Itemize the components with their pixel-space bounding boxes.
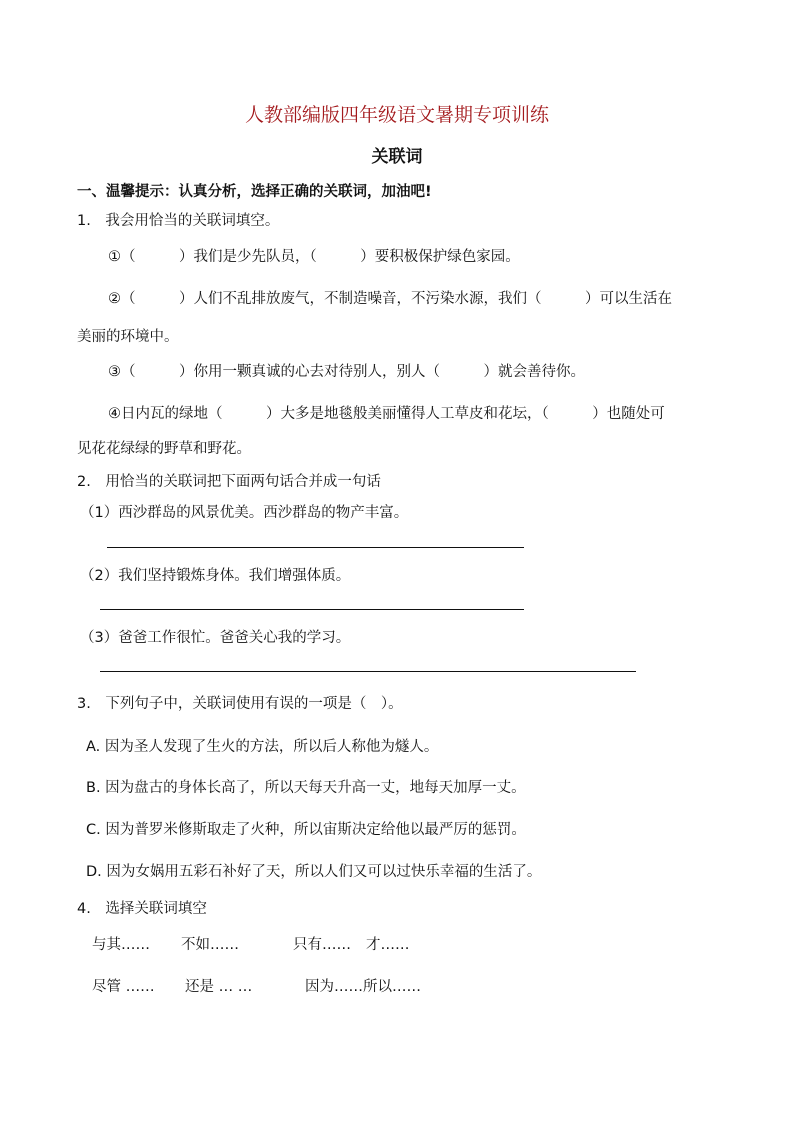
- q3-option-c: C. 因为普罗米修斯取走了火种，所以宙斯决定给他以最严厉的惩罚。: [86, 822, 526, 838]
- q4-word-7: 因为……所以……: [305, 979, 421, 995]
- q1-stem: 1. 我会用恰当的关联词填空。: [77, 213, 280, 229]
- q4-word-2: 不如……: [181, 937, 239, 953]
- section-heading: 一、温馨提示：认真分析，选择正确的关联词，加油吧!: [77, 184, 432, 200]
- q4-word-5: 尽管 ……: [92, 979, 155, 995]
- q1-item-2-cont: 美丽的环境中。: [77, 329, 179, 345]
- document-subtitle: 关联词: [371, 147, 423, 167]
- q4-word-3: 只有……: [293, 937, 351, 953]
- q1-item-3: ③（ ）你用一颗真诚的心去对待别人，别人（ ）就会善待你。: [108, 364, 585, 380]
- q2-stem: 2. 用恰当的关联词把下面两句话合并成一句话: [77, 474, 381, 490]
- document-title: 人教部编版四年级语文暑期专项训练: [244, 104, 549, 126]
- q1-item-2: ②（ ）人们不乱排放废气，不制造噪音，不污染水源，我们（ ）可以生活在: [108, 291, 672, 307]
- q3-option-b: B. 因为盘古的身体长高了，所以天每天升高一丈，地每天加厚一丈。: [86, 780, 526, 796]
- q3-option-d: D. 因为女娲用五彩石补好了天，所以人们又可以过快乐幸福的生活了。: [86, 864, 542, 880]
- q4-stem: 4. 选择关联词填空: [77, 901, 207, 917]
- q2-item-2: （2）我们坚持锻炼身体。我们增强体质。: [80, 568, 351, 584]
- q2-item-1: （1）西沙群岛的风景优美。西沙群岛的物产丰富。: [80, 505, 409, 521]
- q1-item-4-cont: 见花花绿绿的野草和野花。: [77, 441, 251, 457]
- q2-answer-line-3[interactable]: [100, 671, 636, 672]
- q2-answer-line-1[interactable]: [107, 547, 524, 548]
- q3-stem: 3. 下列句子中，关联词使用有误的一项是（ ）。: [77, 696, 403, 712]
- q1-item-1: ①（ ）我们是少先队员，（ ）要积极保护绿色家园。: [108, 249, 520, 265]
- q4-word-4: 才……: [366, 937, 410, 953]
- q4-word-1: 与其……: [92, 937, 150, 953]
- q2-item-3: （3）爸爸工作很忙。爸爸关心我的学习。: [80, 630, 351, 646]
- q4-word-6: 还是 … …: [185, 979, 253, 995]
- q2-answer-line-2[interactable]: [100, 609, 524, 610]
- q3-option-a: A. 因为圣人发现了生火的方法，所以后人称他为燧人。: [86, 739, 439, 755]
- q1-item-4: ④日内瓦的绿地（ ）大多是地毯般美丽懂得人工草皮和花坛，（ ）也随处可: [108, 406, 665, 422]
